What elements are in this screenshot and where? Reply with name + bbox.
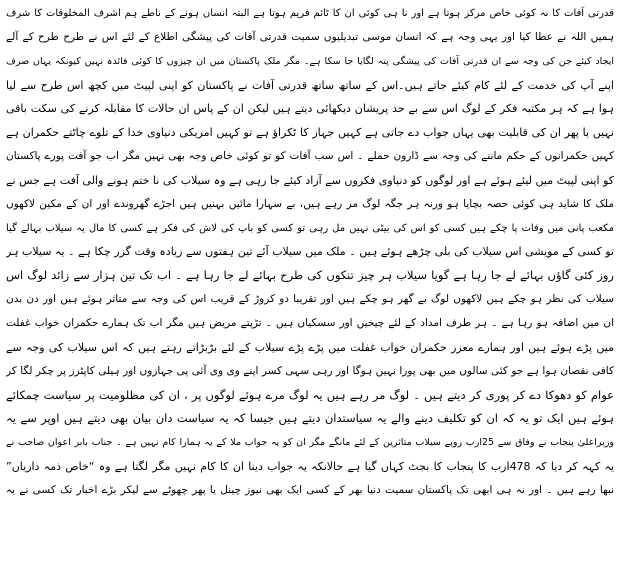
article-line: نبھا رہے ہیں ۔ اور نہ ہی ابھی تک پاکستان سمیت دنیا بھر کے کسی ایک بھی نیوز چینل یا پھر چھوٹے سے لیکر بڑے اخبار تک کسی نے یہ [6, 483, 614, 496]
article-line: وزیراعلیٰ پنجاب نے وفاق سے 25ارب روپے سیلاب متاثرین کے لئے مانگے مگر ان کو یہ جواب ملا کے یہ ہمارا کام نہیں ہے ۔ جناب بابر اعوان صاحب نے [6, 437, 614, 449]
article-line: ایجاد کیئے جن کی وجہ سے ان قدرتی آفات کی پیشگی پتہ لگایا جا سکا ہے۔ مگر ملک پاکستان میں ان چیزوں کا کوئی فائدہ نہیں کیونکہ یہاں صرف [6, 55, 614, 67]
article-line: ہمیں اللہ نے عطا کیا اور یہی وجہ ہے کہ انسان موسی تبدیلیوں سمیت قدرتی آفات کی پیشگی اطلاع کے لئے اس نے طرح طرح کے آلے [6, 30, 614, 43]
article-line: کافی نقصان ہوا ہے جو کئی سالوں میں بھی پورا نہیں ہوگا اور رہی سہی کسر اپنے وی وی آئی پی جہازوں اور ہیلی کاپٹرز پر چکر لگا کر [6, 364, 614, 377]
article-line: ان میں اضافہ ہو رہا ہے ۔ ہر طرف امداد کے لئے چیخیں اور سسکیاں ہیں ۔ تڑپتے مریض ہیں مگر اب تک ہمارے حکمران خواب غفلت [6, 316, 614, 329]
article-line: تو کسی کے مویشی اس سیلاب کی بلی چڑھے ہوئے ہیں ۔ ملک میں سیلاب آئے تین ہفتوں سے زیادہ وقت گزر چکا ہے ۔ یہ سیلاب ہر [6, 245, 614, 259]
article-line: کو اپنی لپیٹ میں لیئے ہوئے ہے اور لوگوں کو دنیاوی فکروں سے آزاد کیئے جا رہی ہے وہ سیلاب کی نا ختم ہونے والی آفت ہے جس نے [6, 173, 614, 187]
article-line: یہ کہہ کر دیا کہ 478ارب کا پنجاب کا بجٹ کہاں گیا ہے حالانکہ یہ جواب دینا ان کا کام نہیں مگر لگتا ہے وہ “خاص ذمہ داریاں” [6, 460, 614, 474]
article-line: عوام کو دھوکا دے کر پوری کر دیتے ہیں ۔ لوگ مر رہے ہیں یہ لوگ مرے ہوئے لوگوں پر ، ان کی مظلومیت پر سیاست چمکائے [6, 387, 614, 402]
article-line: روز کئی گاؤں بہائے لے جا رہا ہے گویا سیلاب ہر چیز تنکوں کی طرح بہائے لے جا رہا ہے ۔ اب تک تین ہزار سے زائد لوگ اس [6, 268, 614, 283]
article-line: مکعب پانی میں وفات پا چکے ہیں کسی کو اس کی بیٹی نہیں مل رہی تو کسی کو باپ کی لاش کی فکر ہے کسی کا مال یہ سیلاب بہالے گیا [6, 222, 614, 234]
article-line: ملک کا شاید ہی کوئی حصہ بچایا ہو ورنہ ہر جگہ لوگ مر رہے ہیں، بے سہارا مائیں بہنیں ہیں اجڑے گھروندے اور ان کے مکین لاکھوں [6, 197, 614, 210]
article-line: میں پڑے ہوئے ہیں اور ہمارے معزز حکمران خواب غفلت میں پڑے پڑے سیلاب کے لئے بڑبڑاتے رہتے ہیں کہ اس سیلاب کی وجہ سے [6, 340, 614, 354]
article-line: ہوا ہے کہ ہر مکتبہ فکر کے لوگ اس سے بے حد پریشان دیکھائی دیتے ہیں لیکن ان کے پاس ان حالات کا مقابلہ کرنے کی سکت باقی [6, 102, 614, 116]
article-line: نہیں یا پھر ان کی قابلیت بھی یہاں جواب دے جاتی ہے کہیں جہاز کا ٹکراؤ ہے تو کہیں امریکی دنیاوی خدا کے تلوے چاٹتے حکمران ہے [6, 126, 614, 140]
article-line: اپنے آپ کی خدمت کے لئے کام کیئے جاتے ہیں۔اس کے ساتھ ساتھ قدرتی آفات نے پاکستان کو اپنی لپیٹ میں کچھ اس طرح سے لیا [6, 78, 614, 92]
article-line: سیلاب کی نظر ہو چکے ہیں لاکھوں لوگ بے گھر ہو چکے ہیں اور تقریبا دو کروڑ کے قریب اس کی وجہ سے متاثر ہوئے ہیں اور دن بدن [6, 293, 614, 306]
article-line: کہیں حکمرانوں کے حکم ماننے کی وجہ سے ڈارون حملے ۔ اس سب آفات کو تو کوئی خاص وجہ بھی نہیں مگر اب جو آفت پورے پاکستان [6, 150, 614, 163]
article-line: قدرتی آفات کا نہ کوئی خاص مرکز ہوتا ہے اور نا ہی کوئی ان کا ٹائم فریم ہوتا ہے البتہ انسان ہونے کے ناطے ہم اشرف المخلوقات کا شرف [6, 8, 614, 19]
article-line: ہوئے ہیں ایک تو یہ کہ ان کو تکلیف دینے والے یہ سیاستدان دیتے ہیں جیسا کہ یہ سیاست دان بیان بھی دیتے ہیں اوپر سے یہ [6, 411, 614, 426]
